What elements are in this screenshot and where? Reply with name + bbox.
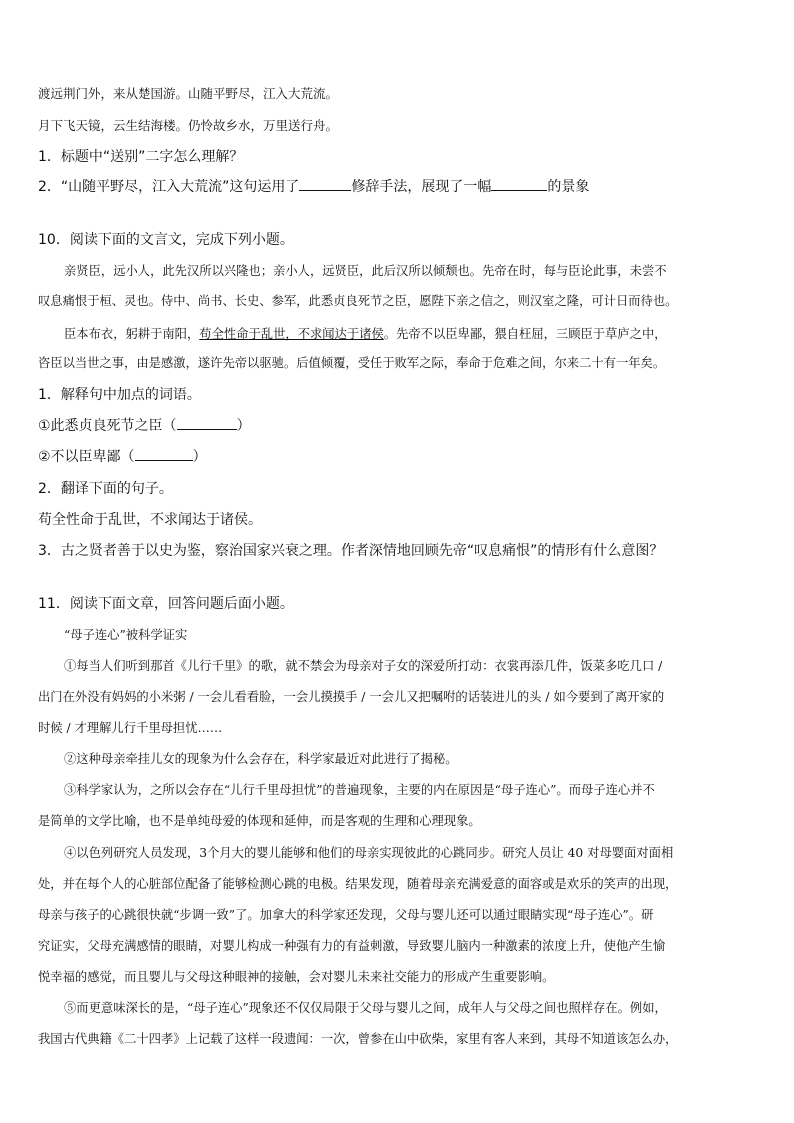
q10-sub1-item-a <box>38 415 251 435</box>
close-paren: ） <box>236 418 251 434</box>
q10-passage-p2-line1 <box>64 324 667 342</box>
q10-passage-p1-line2: 叹息痛恨于桓、灵也。侍中、尚书、长史、参军，此悉贞良死节之臣，愿陛下亲之信之，则汉室之隆，可计日而待也。 <box>38 294 678 308</box>
answer-blank[interactable] <box>135 446 193 461</box>
q10-underlined-sentence: 苟全性命于乱世，不求闻达于诸侯 <box>199 327 384 341</box>
q11-p4-line3: 母亲与孩子的心跳很快就“步调一致”了。加拿大的科学家还发现，父母与婴儿还可以通过眼睛实现“母子连心”。研 <box>38 908 654 922</box>
q11-heading: 11．阅读下面文章，回答问题后面小题。 <box>38 596 294 612</box>
q11-p4-line2: 处，并在每个人的心脏部位配备了能够检测心跳的电极。结果发现，随着母亲充满爱意的面容或是欢乐的笑声的出现， <box>38 877 678 891</box>
q10-sub1-item-a-text: ①此悉贞良死节之臣（ <box>38 418 177 434</box>
q11-p3-line1: ③科学家认为，之所以会存在“儿行千里母担忧”的普遍现象，主要的内在原因是“母子连心”。而母子连心并不 <box>64 783 655 797</box>
q11-p5-line2: 我国古代典籍《二十四孝》上记载了这样一段遗闻：一次，曾参在山中砍柴，家里有客人来到，其母不知道该怎么办， <box>38 1032 678 1046</box>
q9-sub2-part-a: 2．“山随平野尽，江入大荒流”这句运用了 <box>38 179 300 195</box>
answer-blank[interactable] <box>491 176 547 191</box>
q10-passage-p2-line1-a: 臣本布衣，躬耕于南阳， <box>64 327 200 341</box>
q11-p4-line1: ④以色列研究人员发现，3个月大的婴儿能够和他们的母亲实现彼此的心跳同步。研究人员让 40 对母婴面对面相 <box>64 846 674 860</box>
q10-heading: 10．阅读下面的文言文，完成下列小题。 <box>38 232 294 248</box>
poem-line-1: 渡远荆门外，来从楚国游。山随平野尽，江入大荒流。 <box>38 86 339 101</box>
q11-p1-line3: 时候 / 才理解儿行千里母担忧…… <box>38 721 223 735</box>
q11-p5-line1: ⑤而更意味深长的是，“母子连心”现象还不仅仅局限于父母与婴儿之间，成年人与父母之间也照样存在。例如， <box>64 1001 667 1015</box>
q9-sub2-part-c: 的景象 <box>547 179 590 195</box>
q11-p2: ②这种母亲牵挂儿女的现象为什么会存在，科学家最近对此进行了揭秘。 <box>64 752 458 766</box>
q10-sub1-item-b <box>38 446 207 466</box>
q11-p4-line4: 究证实，父母充满感情的眼睛，对婴儿构成一种强有力的有益刺激，导致婴儿脑内一种激素的浓度上升，使他产生愉 <box>38 939 666 953</box>
q10-passage-p1-line1: 亲贤臣，远小人，此先汉所以兴隆也；亲小人，远贤臣，此后汉所以倾颓也。先帝在时，每与臣论此事，未尝不 <box>64 264 667 278</box>
q11-p4-line5: 悦幸福的感觉，而且婴儿与父母这种眼神的接触，会对婴儿未来社交能力的形成产生重要影响。 <box>38 970 555 984</box>
q10-sub1-item-b-text: ②不以臣卑鄙（ <box>38 449 135 465</box>
poem-line-2: 月下飞天镜，云生结海楼。仍怜故乡水，万里送行舟。 <box>38 118 339 133</box>
q11-article-title: “母子连心”被科学证实 <box>64 628 188 642</box>
answer-blank[interactable] <box>299 176 351 191</box>
q10-sub3: 3．古之贤者善于以史为鉴，察治国家兴衰之理。作者深情地回顾先帝“叹息痛恨”的情形有什么意图？ <box>38 543 664 559</box>
q10-passage-p2-line1-b: 。先帝不以臣卑鄙，猥自枉屈，三顾臣于草庐之中， <box>383 327 667 341</box>
q11-p3-line2: 是简单的文学比喻，也不是单纯母爱的体现和延伸，而是客观的生理和心理现象。 <box>38 814 481 828</box>
answer-blank[interactable] <box>177 415 237 430</box>
q11-p1-line2: 出门在外没有妈妈的小米粥 / 一会儿看看脸，一会儿摸摸手 / 一会儿又把嘱咐的话装进儿的头 / 如今要到了离开家的 <box>38 690 665 704</box>
q10-sub2-sentence: 苟全性命于乱世，不求闻达于诸侯。 <box>38 512 262 528</box>
q9-sub2-part-b: 修辞手法，展现了一幅 <box>351 179 492 195</box>
q10-sub1: 1．解释句中加点的词语。 <box>38 387 201 403</box>
close-paren: ） <box>192 449 207 465</box>
q9-sub1: 1．标题中“送别”二字怎么理解？ <box>38 149 244 165</box>
q11-p1-line1: ①每当人们听到那首《儿行千里》的歌，就不禁会为母亲对子女的深爱所打动：衣裳再添几件，饭菜多吃几口 / <box>64 659 663 673</box>
q10-sub2: 2．翻译下面的句子。 <box>38 481 173 497</box>
q9-sub2 <box>38 176 589 196</box>
q10-passage-p2-line2: 咨臣以当世之事，由是感激，遂许先帝以驱驰。后值倾覆，受任于败军之际，奉命于危难之间，尔来二十有一年矣。 <box>38 356 666 370</box>
